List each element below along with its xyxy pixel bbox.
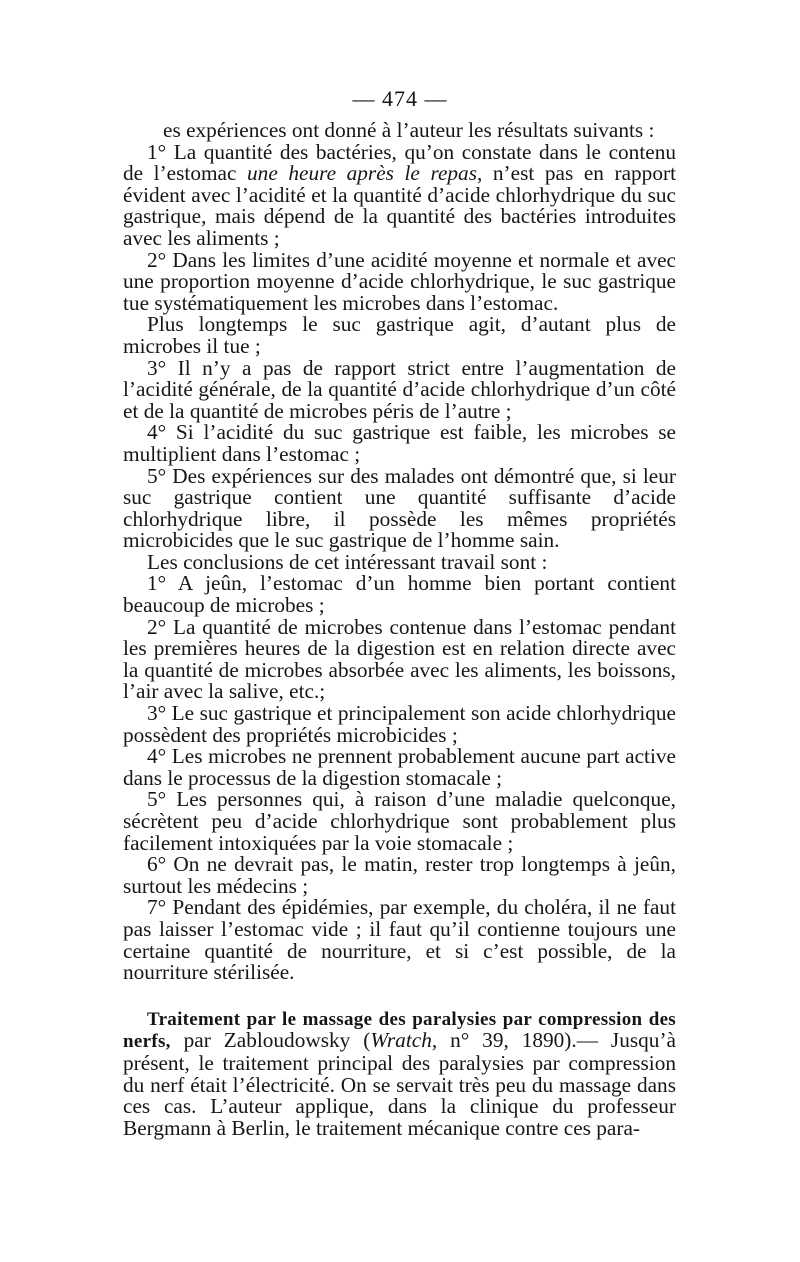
section-journal: Wratch xyxy=(370,1028,432,1053)
result-3: 3° Il n’y a pas de rapport strict entre l’augmentation de l’acidité générale, de la quantité d’acide chlorhydrique d’un côté et de la quantité de microbes péris de l’autre ; xyxy=(123,355,676,423)
result-5: 5° Des expériences sur des malades ont démontré que, si leur suc gastrique contient une quantité suffisante d’acide chlorhydrique libre, il possède les mêmes propriétés microbicides que le suc gastrique de l’homme sain. xyxy=(123,463,676,553)
section-author: par Zabloudowsky ( xyxy=(170,1028,371,1053)
section-ref: , n° 39, 1890).— xyxy=(431,1028,611,1053)
conclusion-5: 5° Les personnes qui, à raison d’une maladie quelconque, sécrètent peu d’acide chlorhydrique sont probablement plus facilement intoxiquées par la voie stomacale ; xyxy=(123,787,676,855)
result-1-italic: une heure après le repas xyxy=(247,161,477,186)
result-2: 2° Dans les limites d’une acidité moyenne et normale et avec une proportion moyenne d’acide chlorhydrique, le suc gastrique tue systématiquement les microbes dans l’estomac. xyxy=(123,247,676,315)
conclusion-6: 6° On ne devrait pas, le matin, rester trop longtemps à jeûn, surtout les médecins ; xyxy=(123,852,676,898)
main-text xyxy=(123,120,676,1139)
conclusion-2: 2° La quantité de microbes contenue dans l’estomac pendant les premières heures de la digestion est en relation directe avec la quantité de microbes absorbée avec les aliments, les boissons, l’air avec la salive, etc.; xyxy=(123,614,676,704)
result-4: 4° Si l’acidité du suc gastrique est faible, les microbes se multiplient dans l’estomac ; xyxy=(123,420,676,466)
massage-article xyxy=(123,1008,676,1140)
section-body: Jusqu’à présent, le traitement principal des paralysies par compression du nerf était l’électricité. On se servait très peu du massage dans ces cas. L’auteur applique, dans la clinique du professeur Bergmann à Berlin, le traitement mécanique contre ces para- xyxy=(123,1028,676,1140)
section-title: Traitement par le massage des paralysies par compression des nerfs, xyxy=(123,1008,676,1053)
result-1 xyxy=(123,139,676,250)
conclusion-7: 7° Pendant des épidémies, par exemple, du choléra, il ne faut pas laisser l’estomac vide ; il faut qu’il contienne toujours une certaine quantité de nourriture, et si c’est possible, de la nourriture stérilisée. xyxy=(123,895,676,985)
result-1-rest: , n’est pas en rapport évident avec l’acidité et la quantité d’acide chlorhydrique du suc gastrique, mais dépend de la quantité des bactéries introduites avec les aliments ; xyxy=(123,161,676,250)
page-number: — 474 — xyxy=(352,86,448,111)
section-spacer xyxy=(123,984,676,1008)
conclusion-4: 4° Les microbes ne prennent probablement aucune part active dans le processus de la digestion stomacale ; xyxy=(123,744,676,790)
conclusions-heading: Les conclusions de cet intéressant travail sont : xyxy=(147,549,548,574)
conclusion-1: 1° A jeûn, l’estomac d’un homme bien portant contient beaucoup de microbes ; xyxy=(123,571,676,618)
conclusion-3: 3° Le suc gastrique et principalement son acide chlorhydrique possèdent des propriétés microbicides ; xyxy=(123,701,676,747)
intro-paragraph: es expériences ont donné à l’auteur les résultats suivants : xyxy=(163,118,655,142)
result-2-continued: Plus longtemps le suc gastrique agit, d’autant plus de microbes il tue ; xyxy=(123,312,676,358)
result-1-lead: 1° La quantité des bactéries, qu’on constate dans le contenu de l’estomac xyxy=(123,139,676,186)
